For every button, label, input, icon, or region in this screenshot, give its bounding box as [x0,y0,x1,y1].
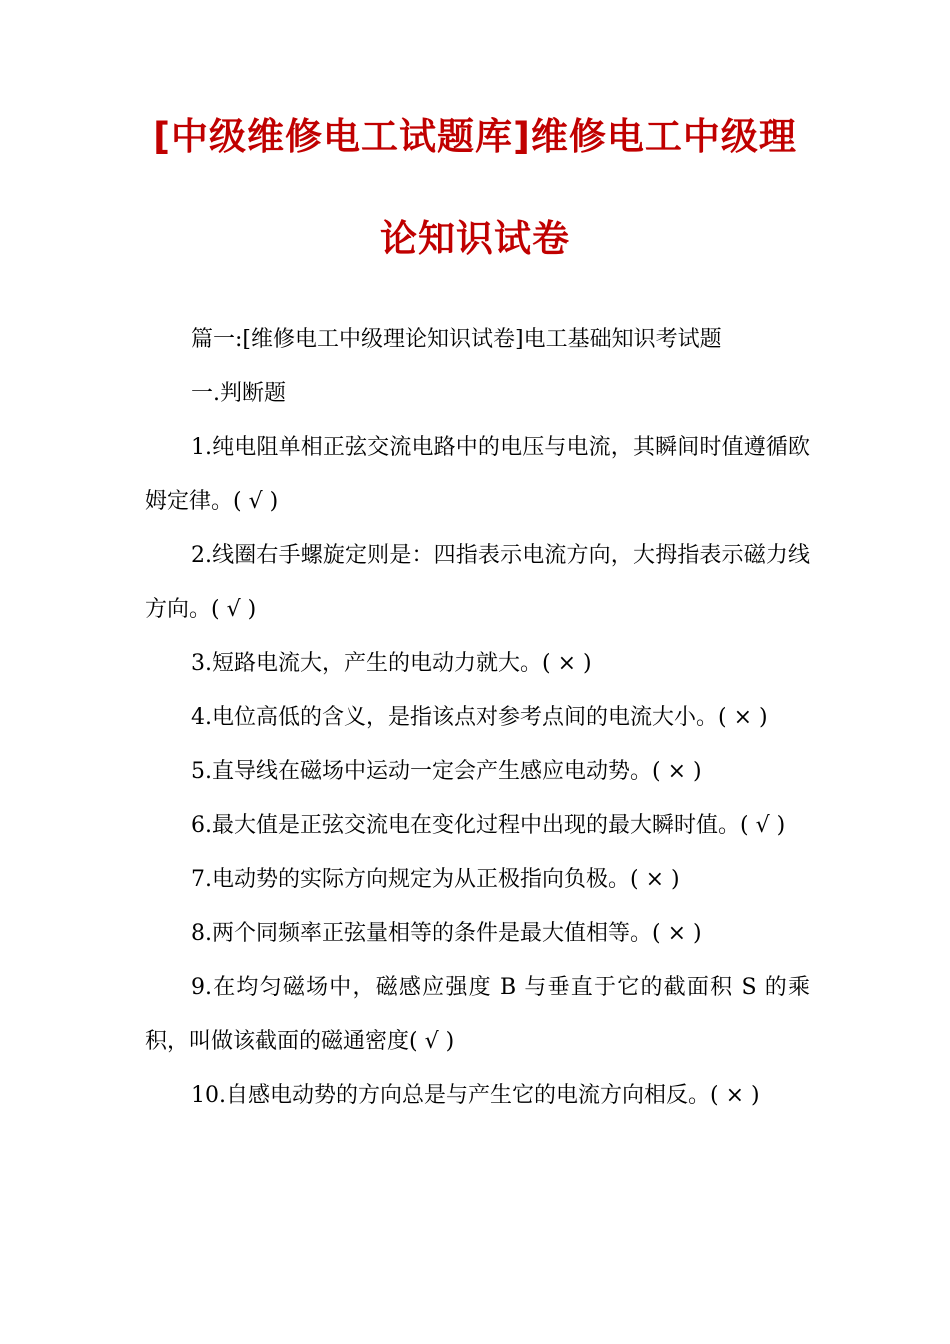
question-item-3: 3.短路电流大，产生的电动力就大。( × ) [191,651,592,676]
question-item-5: 5.直导线在磁场中运动一定会产生感应电动势。( × ) [191,759,702,784]
question-item-2: 2.线圈右手螺旋定则是：四指表示电流方向，大拇指表示磁力线方向。( √ ) [145,543,810,622]
question-item-8: 8.两个同频率正弦量相等的条件是最大值相等。( × ) [191,921,702,946]
question-item-6: 6.最大值是正弦交流电在变化过程中出现的最大瞬时值。( √ ) [191,813,786,838]
section-heading: 篇一:[维修电工中级理论知识试卷]电工基础知识考试题 [191,327,722,352]
question-item-7: 7.电动势的实际方向规定为从正极指向负极。( × ) [191,867,680,892]
document-title-line-2: 论知识试卷 [380,217,570,260]
question-item-4: 4.电位高低的含义，是指该点对参考点间的电流大小。( × ) [191,705,768,730]
document-body [145,313,810,1123]
question-item-9: 9.在均匀磁场中，磁感应强度 B 与垂直于它的截面积 S 的乘积，叫做该截面的磁通密度( √ ) [145,975,810,1054]
document-title-line-1: [中级维修电工试题库]维修电工中级理 [153,115,797,158]
subsection-heading: 一.判断题 [191,381,286,406]
question-item-10: 10.自感电动势的方向总是与产生它的电流方向相反。( × ) [191,1083,760,1108]
question-item-1: 1.纯电阻单相正弦交流电路中的电压与电流，其瞬间时值遵循欧姆定律。( √ ) [145,435,810,514]
